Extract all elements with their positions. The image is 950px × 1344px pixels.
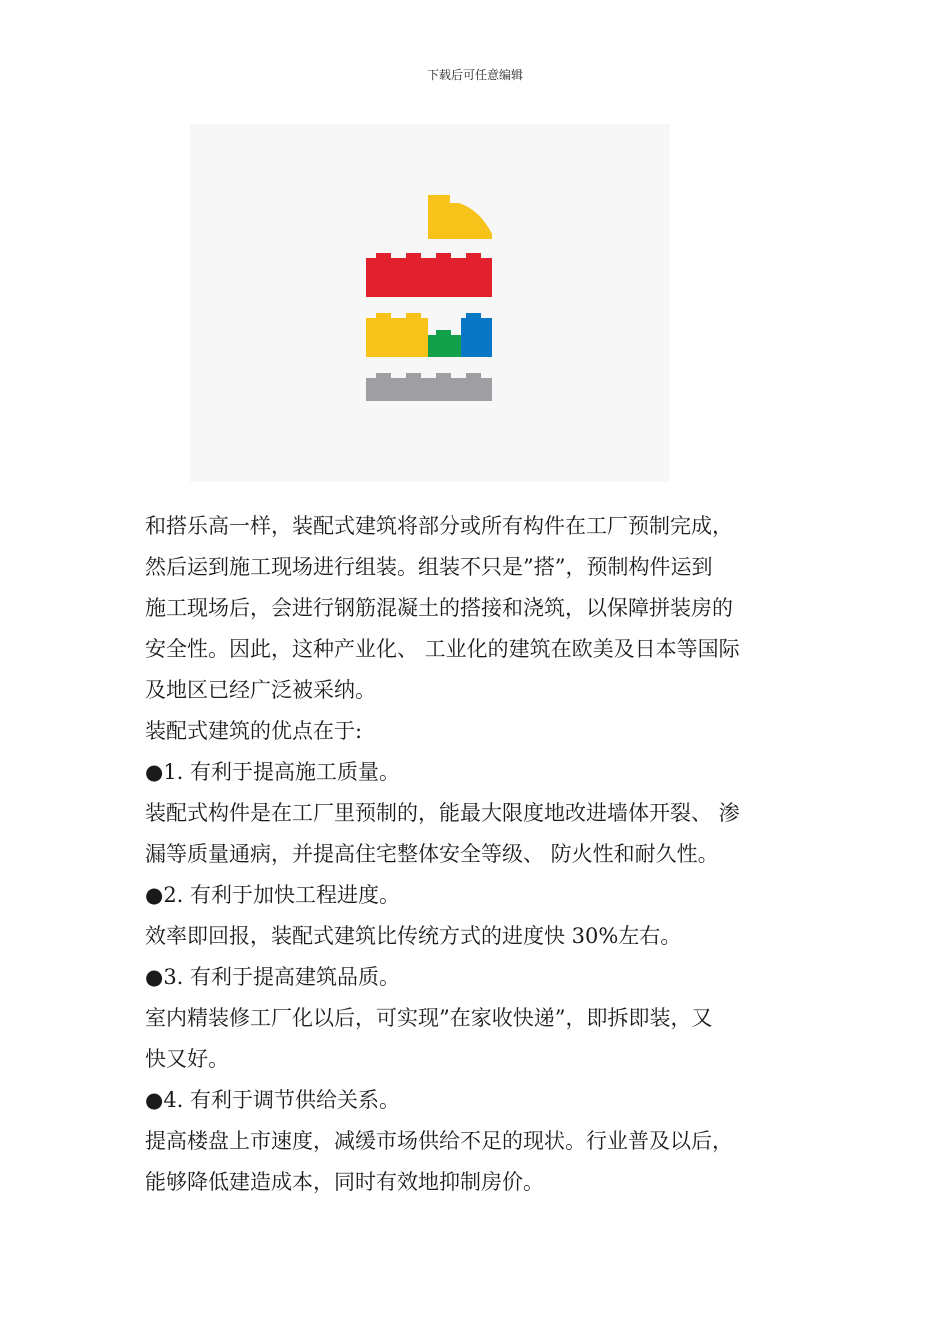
blue-brick — [461, 313, 492, 357]
intro-line: 及地区已经广泛被采纳。 — [145, 678, 376, 702]
yellow-brick — [366, 313, 428, 357]
intro-line: 施工现场后，会进行钢筋混凝土的搭接和浇筑，以保障拼装房的 — [145, 596, 733, 620]
intro-paragraph — [145, 506, 810, 711]
page-header-note: 下载后可任意编辑 — [426, 68, 523, 82]
intro-line: 然后运到施工现场进行组装。组装不只是”搭”，预制构件运到 — [145, 555, 713, 579]
red-brick — [366, 253, 492, 297]
point-1-title: ●1. 有利于提高施工质量。 — [145, 760, 401, 784]
point-1-text-line: 漏等质量通病，并提高住宅整体安全等级、 防火性和耐久性。 — [145, 842, 719, 866]
point-3-title: ●3. 有利于提高建筑品质。 — [145, 965, 401, 989]
gray-base-plate — [366, 373, 492, 401]
point-4-text-line: 能够降低建造成本，同时有效地抑制房价。 — [145, 1170, 544, 1194]
advantages-heading: 装配式建筑的优点在于: — [145, 719, 363, 743]
point-3-text-line: 快又好。 — [145, 1047, 229, 1071]
lego-bricks-svg — [190, 124, 670, 482]
point-3-text-line: 室内精装修工厂化以后，可实现”在家收快递”，即拆即装，又 — [145, 1006, 713, 1030]
point-1-text-line: 装配式构件是在工厂里预制的，能最大限度地改进墙体开裂、 渗 — [145, 801, 740, 825]
article-body — [145, 506, 810, 1203]
green-brick — [428, 330, 461, 357]
point-4-title: ●4. 有利于调节供给关系。 — [145, 1088, 401, 1112]
yellow-slope-brick — [428, 195, 492, 239]
intro-line: 安全性。因此，这种产业化、 工业化的建筑在欧美及日本等国际 — [145, 637, 740, 661]
intro-line: 和搭乐高一样，装配式建筑将部分或所有构件在工厂预制完成， — [145, 514, 733, 538]
point-2-title: ●2. 有利于加快工程进度。 — [145, 883, 401, 907]
point-2-text-line: 效率即回报，装配式建筑比传统方式的进度快 30%左右。 — [145, 924, 682, 948]
lego-bricks-illustration — [190, 124, 670, 482]
point-4-text-line: 提高楼盘上市速度，减缓市场供给不足的现状。行业普及以后， — [145, 1129, 733, 1153]
